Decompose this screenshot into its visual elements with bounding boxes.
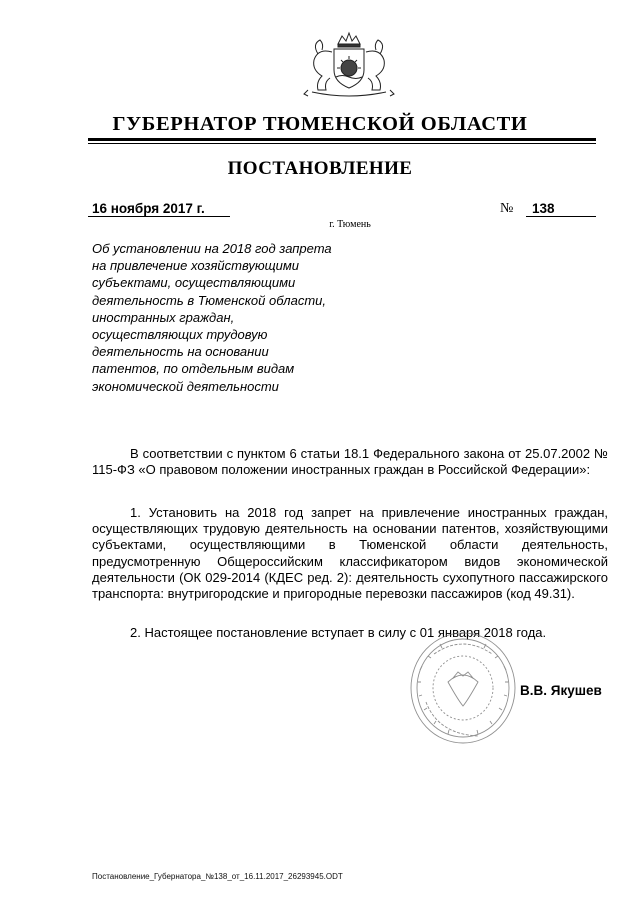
- authority-title: ГУБЕРНАТОР ТЮМЕНСКОЙ ОБЛАСТИ: [112, 113, 528, 135]
- issue-city: г. Тюмень: [329, 219, 371, 230]
- coat-of-arms-icon: [298, 30, 400, 102]
- body-paragraph-preamble: В соответствии с пунктом 6 статьи 18.1 Федерального закона от 25.07.2002 № 115-ФЗ «О правовом положении иностранных граждан в Российской Федерации»:: [92, 446, 608, 478]
- signer-name: В.В. Якушев: [520, 683, 602, 698]
- document-subject: Об установлении на 2018 год запрета на привлечение хозяйствующими субъектами, осуществляющими деятельность в Тюменской области, иностранных граждан, осуществляющих трудовую деятельность на основании патентов, по отдельным видам экономической деятельности: [92, 241, 332, 394]
- document-type: ПОСТАНОВЛЕНИЕ: [227, 158, 413, 179]
- body-paragraph-item-1: 1. Установить на 2018 год запрет на привлечение иностранных граждан, осуществляющих трудовую деятельность на основании патентов, хозяйствующими субъектами, осуществляющими в Тюменской области деятельность, предусмотренную Общероссийским классификатором видов экономической деятельности (ОК 029-2014 (КДЕС ред. 2): деятельность сухопутного пассажирского транспорта: внутригородские и пригородные перевозки пассажиров (код 49.31).: [92, 505, 608, 602]
- number-underline: [526, 216, 596, 217]
- body-paragraph-item-2: 2. Настоящее постановление вступает в силу с 01 января 2018 года.: [130, 625, 547, 640]
- header-rule-thick: [88, 138, 596, 141]
- date-underline: [88, 216, 230, 217]
- header-rule-thin: [88, 143, 596, 144]
- document-date: 16 ноября 2017 г.: [92, 201, 205, 216]
- document-number: 138: [532, 201, 555, 216]
- number-sign: №: [500, 201, 514, 216]
- footer-filename: Постановление_Губернатора_№138_от_16.11.2017_26293945.ODT: [92, 872, 343, 881]
- official-seal-icon: [408, 630, 518, 746]
